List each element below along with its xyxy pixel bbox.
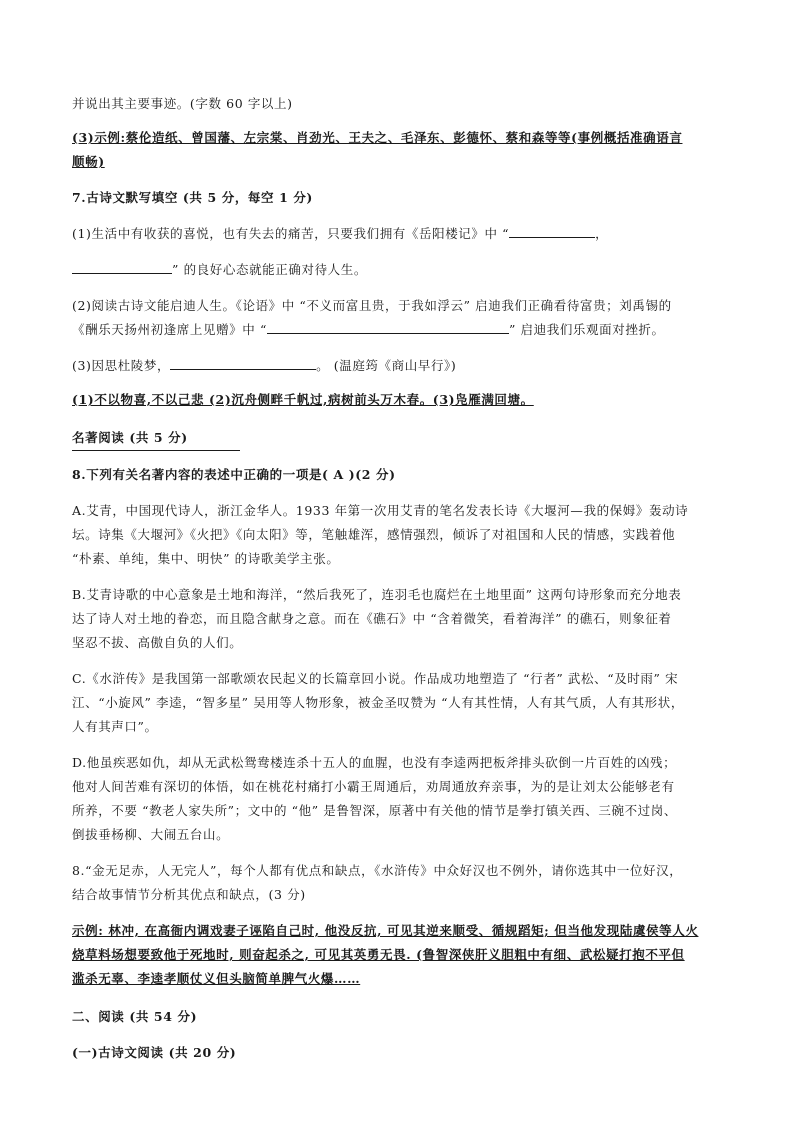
question-7-2-line1: (2)阅读古诗文能启迪人生。《论语》中 “不义而富且贵，于我如浮云” 启迪我们正确看待富贵；刘禹锡的 — [72, 298, 672, 313]
text-line: D.他虽疾恶如仇，却从无武松鸳鸯楼连杀十五人的血腥，也没有李逵两把板斧排头砍倒一片百姓的凶残； — [72, 755, 677, 770]
text-fragment: ， — [595, 226, 609, 241]
text-line: B.艾青诗歌的中心意象是土地和海洋，“然后我死了，连羽毛也腐烂在土地里面” 这两句诗形象而充分地表 — [72, 587, 682, 602]
text-line: 所养，不要 “教老人家失所”；文中的 “他” 是鲁智深，原著中有关他的情节是拳打镇关西、三碗不过岗、 — [72, 803, 677, 818]
question-7-title: 7.古诗文默写填空 (共 5 分，每空 1 分) — [72, 190, 313, 205]
text-line: 人有其声口”。 — [72, 719, 158, 734]
section-title-text: 名著阅读 (共 5 分) — [72, 426, 240, 451]
question-7-2-line2 — [72, 318, 722, 342]
question-7-3 — [72, 354, 722, 378]
section-title-reading: 二、阅读 (共 54 分) — [72, 1009, 198, 1024]
answer-block — [72, 919, 722, 991]
text-line: “朴素、单纯，集中、明快” 的诗歌美学主张。 — [72, 551, 340, 566]
fill-blank — [509, 223, 595, 238]
question-7-1-line2 — [72, 258, 722, 282]
answer-line: 顺畅) — [72, 154, 105, 169]
text-fragment: ” 启迪我们乐观面对挫折。 — [508, 322, 665, 337]
option-b — [72, 583, 722, 655]
text-line: 他对人间苦难有深切的体悟，如在桃花村痛打小霸王周通后，劝周通放弃亲事，为的是让刘太公能够老有 — [72, 779, 675, 794]
option-d — [72, 751, 722, 847]
question-8-part2 — [72, 859, 722, 907]
question-8-title: 8.下列有关名著内容的表述中正确的一项是( A )(2 分) — [72, 467, 396, 482]
question-7-1-line1 — [72, 222, 722, 246]
text-line: 8.“金无足赤，人无完人”，每个人都有优点和缺点，《水浒传》中众好汉也不例外，请你选其中一位好汉， — [72, 863, 683, 878]
text-fragment: 《酬乐天扬州初逢席上见赠》中 “ — [72, 322, 267, 337]
document-page — [72, 92, 722, 1065]
text-line: A.艾青，中国现代诗人，浙江金华人。1933 年第一次用艾青的笔名发表长诗《大堰河—我的保姆》轰动诗 — [72, 503, 689, 518]
text-line: 并说出其主要事迹。(字数 60 字以上) — [72, 96, 293, 111]
text-fragment: 。 (温庭筠《商山早行》) — [316, 358, 457, 373]
answer-line: 示例: 林冲, 在高衙内调戏妻子诬陷自己时, 他没反抗, 可见其逆来顺受、循规蹈矩; 但当他发现陆虞侯等人火 — [72, 923, 699, 938]
fill-blank — [72, 259, 172, 274]
text-line: 达了诗人对土地的眷恋，而且隐含献身之意。而在《礁石》中 “含着微笑，看着海洋” 的礁石，则象征着 — [72, 611, 672, 626]
fill-blank — [267, 319, 509, 334]
text-line: 江、“小旋风” 李逵，“智多星” 吴用等人物形象，被金圣叹赞为 “人有其性情，人有其气质，人有其形状， — [72, 695, 684, 710]
section-title-mingzhu — [72, 426, 722, 451]
text-line: 结合故事情节分析其优点和缺点，(3 分) — [72, 887, 306, 902]
answer-line: (3)示例:蔡伦造纸、曾国藩、左宗棠、肖劲光、王夫之、毛泽东、彭德怀、蔡和森等等(事例概括准确语言 — [72, 130, 683, 145]
text-line: 坚忍不拔、高傲自负的人们。 — [72, 635, 243, 650]
answer-line: 滥杀无辜、李逵孝顺仗义但头脑简单脾气火爆…… — [72, 971, 361, 986]
answer-line: (1)不以物喜,不以己悲 (2)沉舟侧畔千帆过,病树前头万木春。(3)凫雁满回塘。 — [72, 392, 534, 407]
text-line: C.《水浒传》是我国第一部歌颂农民起义的长篇章回小说。作品成功地塑造了 “行者” 武松、“及时雨” 宋 — [72, 671, 679, 686]
option-c — [72, 667, 722, 739]
text-fragment: (3)因思杜陵梦， — [72, 358, 171, 373]
option-a — [72, 499, 722, 571]
text-fragment: ” 的良好心态就能正确对待人生。 — [172, 262, 367, 277]
text-fragment: (1)生活中有收获的喜悦，也有失去的痛苦，只要我们拥有《岳阳楼记》中 “ — [72, 226, 510, 241]
text-line: 倒拔垂杨柳、大闹五台山。 — [72, 827, 230, 842]
subsection-title-poetry: (一)古诗文阅读 (共 20 分) — [72, 1045, 237, 1060]
fill-blank — [170, 355, 316, 370]
text-line: 坛。诗集《大堰河》《火把》《向太阳》等，笔触雄浑，感情强烈，倾诉了对祖国和人民的情感，实践着他 — [72, 527, 676, 542]
answer-line: 烧草料场想要致他于死地时, 则奋起杀之, 可见其英勇无畏. (鲁智深侠肝义胆粗中有细、武松疑打抱不平但 — [72, 947, 685, 962]
